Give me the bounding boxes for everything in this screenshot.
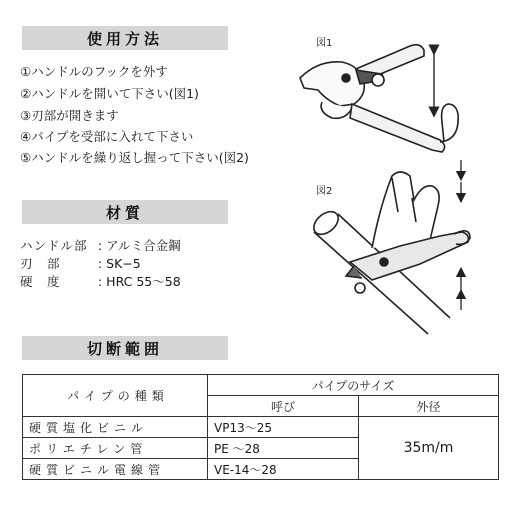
usage-step-4: ④パイプを受部に入れて下さい	[20, 129, 194, 144]
cutting-range-table	[22, 374, 499, 480]
usage-step-2: ②ハンドルを開いて下さい(図1)	[20, 86, 199, 101]
usage-heading: 使用方法	[22, 26, 228, 50]
outer-diameter-cell: 35m/m	[359, 417, 499, 480]
pipe-kind-cell: 硬質塩化ビニル	[23, 417, 208, 438]
figure-1-label: 図1	[316, 38, 333, 49]
material-value: : アルミ合金鋼	[98, 238, 181, 253]
material-heading: 材質	[22, 200, 228, 224]
material-label: ハンドル部	[20, 238, 88, 253]
col-header-call: 呼び	[208, 396, 359, 417]
col-header-outer-diameter: 外径	[359, 396, 499, 417]
col-header-pipe-kind: パイプの種類	[23, 375, 208, 417]
col-header-pipe-size: パイプのサイズ	[208, 375, 499, 396]
pipe-call-cell: VE-14〜28	[208, 459, 359, 480]
figure-2-cutter-on-pipe-illustration	[309, 160, 470, 334]
figure-2-label: 図2	[316, 186, 333, 197]
usage-step-1: ①ハンドルのフックを外す	[20, 64, 168, 79]
material-label: 硬 度	[20, 274, 61, 289]
material-value: : SK−5	[98, 256, 141, 271]
pipe-kind-cell: 硬質ビニル電線管	[23, 459, 208, 480]
material-value: : HRC 55〜58	[98, 274, 181, 289]
pipe-call-cell: VP13〜25	[208, 417, 359, 438]
material-label: 刃 部	[20, 256, 61, 271]
usage-step-3: ③刃部が開きます	[20, 108, 119, 123]
figure-1-cutter-illustration	[300, 45, 458, 152]
cutting-range-heading: 切断範囲	[22, 336, 228, 360]
table-row	[23, 417, 499, 438]
usage-step-5: ⑤ハンドルを繰り返し握って下さい(図2)	[20, 150, 249, 165]
pipe-kind-cell: ポリエチレン管	[23, 438, 208, 459]
pipe-call-cell: PE 〜28	[208, 438, 359, 459]
